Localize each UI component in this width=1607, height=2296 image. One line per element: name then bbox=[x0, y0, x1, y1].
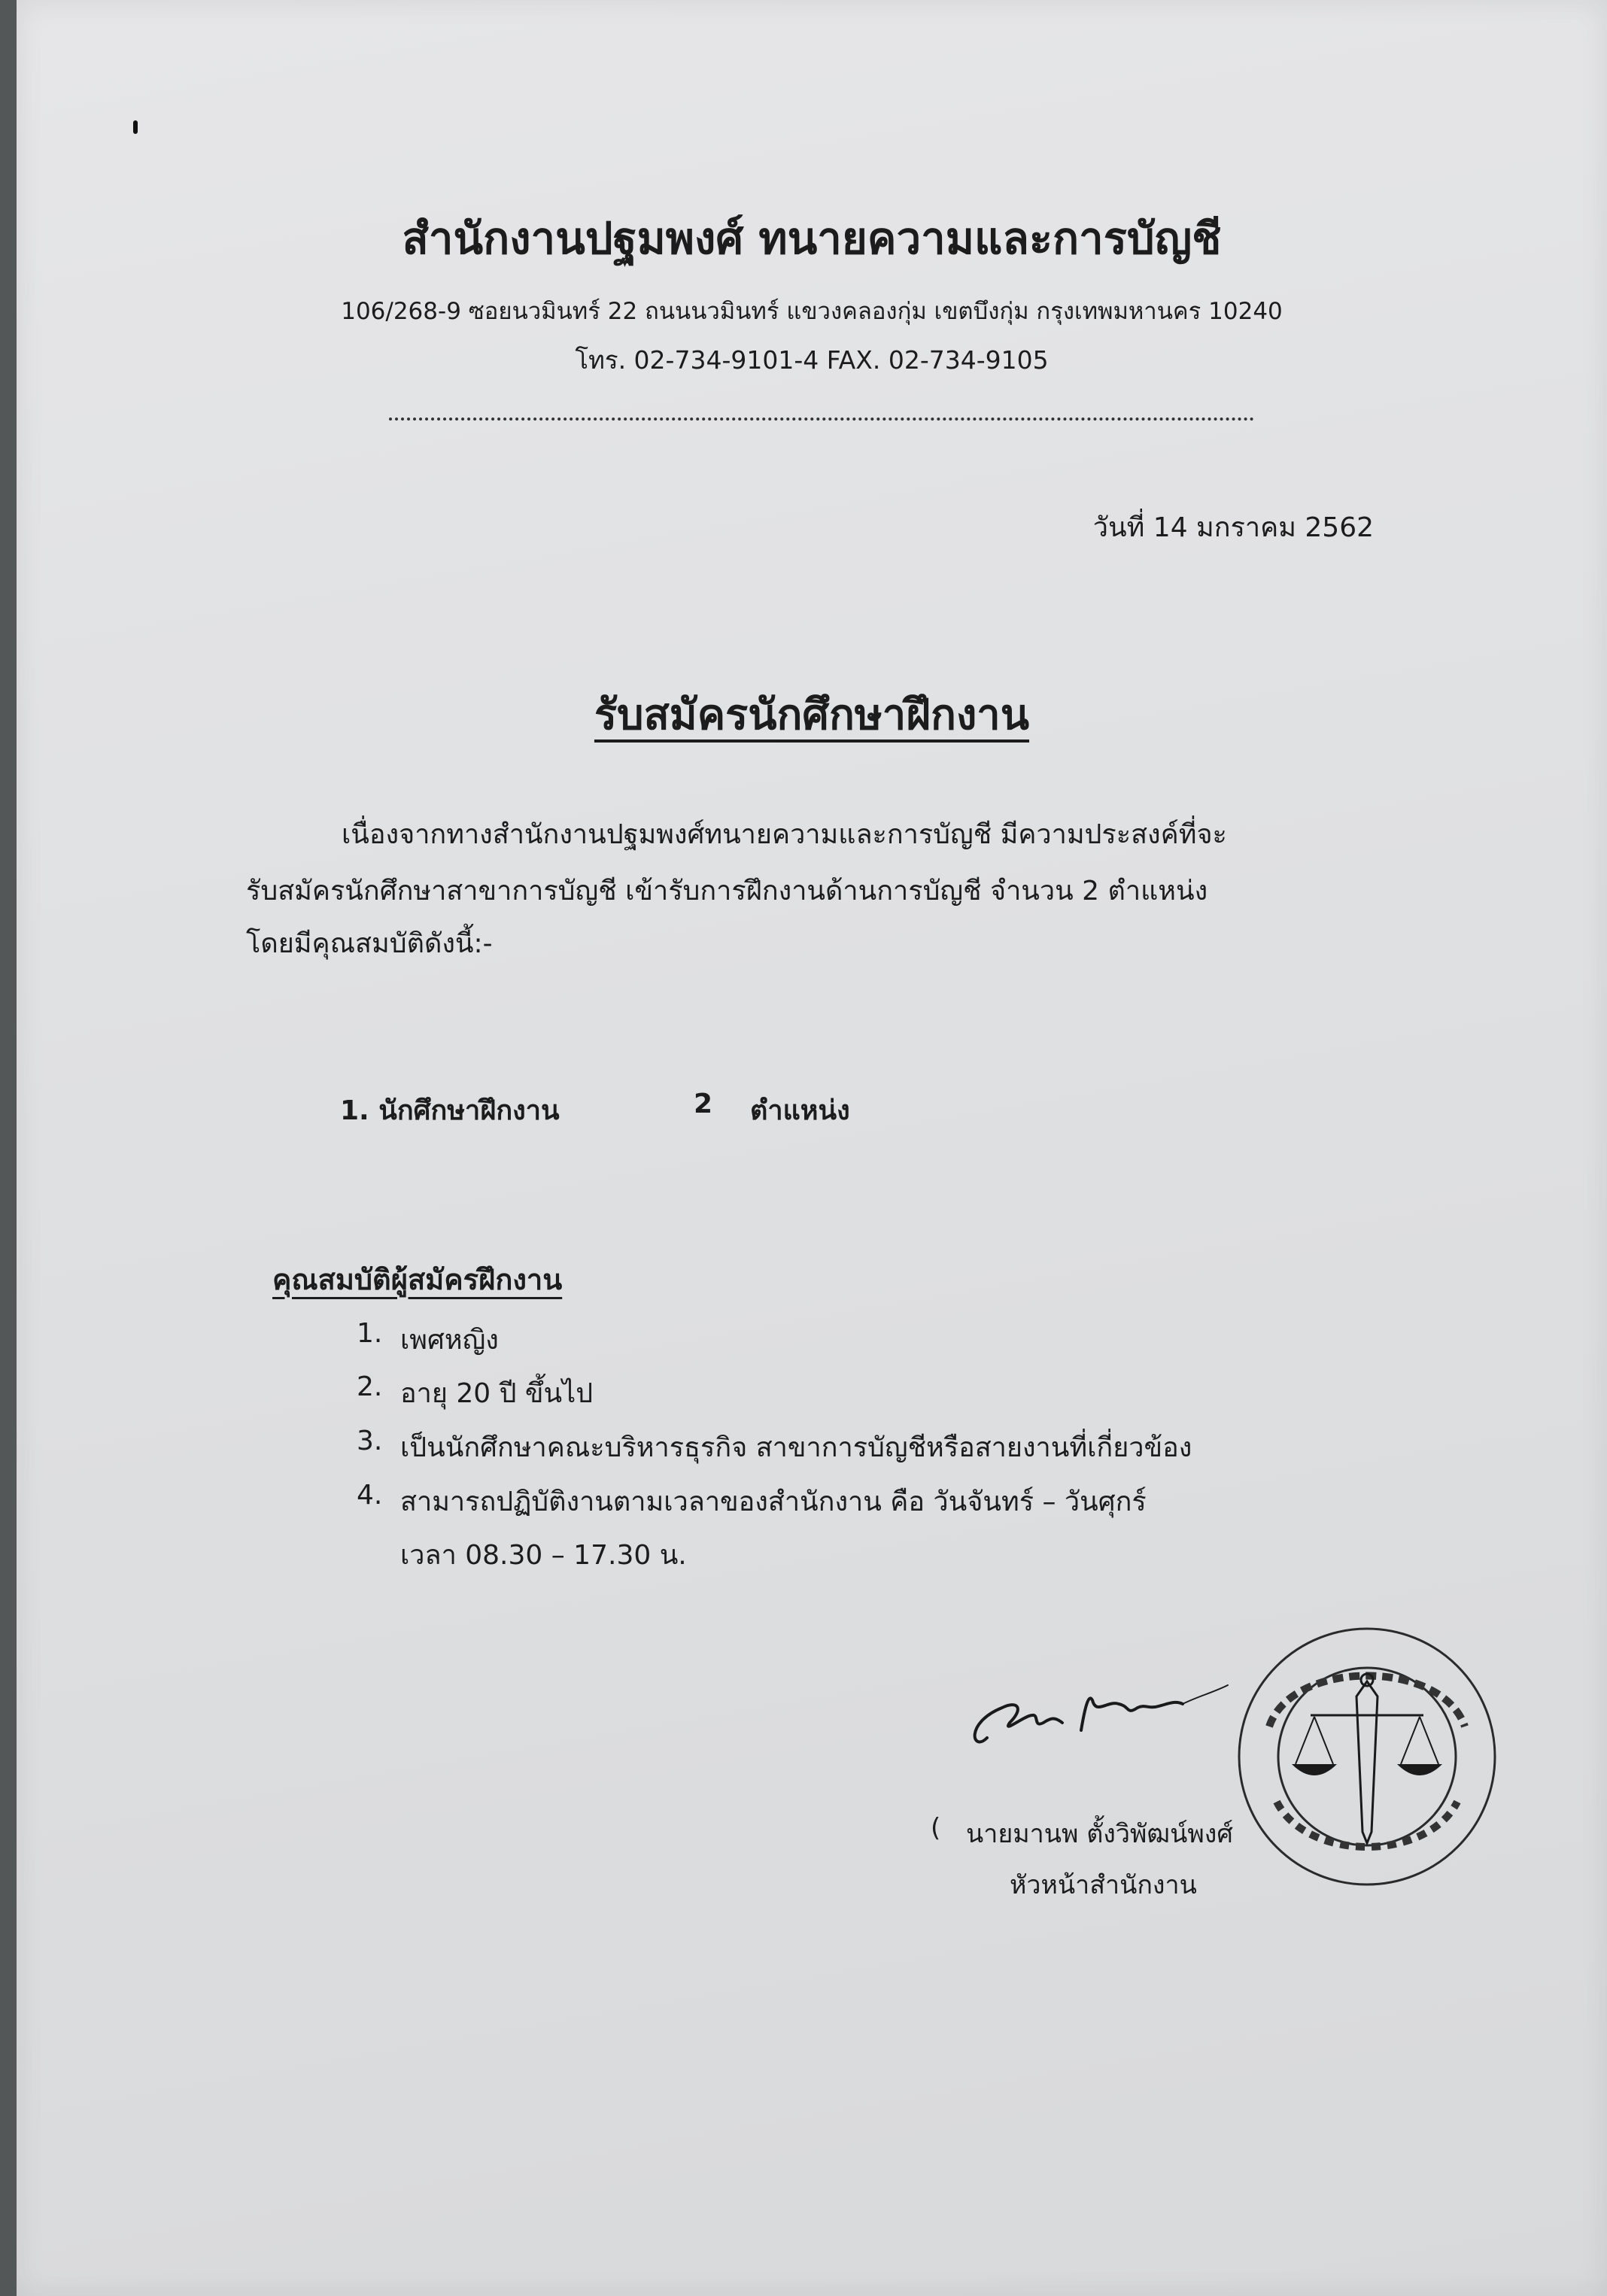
paper-speck bbox=[133, 120, 138, 134]
letterhead-divider bbox=[389, 418, 1254, 421]
qualification-text: เพศหญิง bbox=[400, 1325, 499, 1356]
qualification-text: อายุ 20 ปี ขึ้นไป bbox=[400, 1378, 594, 1409]
document-page bbox=[17, 0, 1607, 2296]
position-label: 1. นักศึกษาฝึกงาน bbox=[340, 1095, 560, 1126]
qualification-number: 2. bbox=[357, 1371, 383, 1402]
office-name: สำนักงานปฐมพงศ์ ทนายความและการบัญชี bbox=[402, 213, 1222, 264]
qualification-continuation: เวลา 08.30 – 17.30 น. bbox=[400, 1540, 687, 1571]
position-count: 2 bbox=[694, 1089, 713, 1119]
qualifications-title: คุณสมบัติผู้สมัครฝึกงาน bbox=[272, 1263, 563, 1296]
body-line-3: โดยมีคุณสมบัติดังนี้:- bbox=[246, 928, 493, 959]
qualification-text: เป็นนักศึกษาคณะบริหารธุรกิจ สาขาการบัญชีหรือสายงานที่เกี่ยวข้อง bbox=[400, 1432, 1192, 1463]
office-address: 106/268-9 ซอยนวมินทร์ 22 ถนนนวมินทร์ แขวงคลองกุ่ม เขตบึงกุ่ม กรุงเทพมหานคร 10240 bbox=[341, 298, 1283, 325]
qualification-text: สามารถปฏิบัติงานตามเวลาของสำนักงาน คือ วันจันทร์ – วันศุกร์ bbox=[400, 1487, 1147, 1517]
company-seal bbox=[1224, 1614, 1510, 1900]
body-line-2: รับสมัครนักศึกษาสาขาการบัญชี เข้ารับการฝึกงานด้านการบัญชี จำนวน 2 ตำแหน่ง bbox=[246, 876, 1208, 907]
signer-name: นายมานพ ตั้งวิพัฒน์พงศ์ bbox=[966, 1819, 1233, 1849]
letter-date: วันที่ 14 มกราคม 2562 bbox=[1092, 512, 1374, 543]
qualification-number: 3. bbox=[357, 1426, 383, 1456]
signer-open-paren: ( bbox=[931, 1813, 941, 1843]
office-contact: โทร. 02-734-9101-4 FAX. 02-734-9105 bbox=[575, 345, 1049, 375]
qualification-number: 1. bbox=[357, 1318, 383, 1349]
handwritten-signature bbox=[957, 1663, 1250, 1768]
body-line-1: เนื่องจากทางสำนักงานปฐมพงศ์ทนายความและการบัญชี มีความประสงค์ที่จะ bbox=[342, 819, 1227, 850]
letter-heading: รับสมัครนักศึกษาฝึกงาน bbox=[594, 691, 1030, 740]
qualification-number: 4. bbox=[357, 1480, 383, 1511]
position-unit: ตำแหน่ง bbox=[750, 1095, 850, 1126]
signer-title: หัวหน้าสำนักงาน bbox=[1010, 1870, 1197, 1900]
